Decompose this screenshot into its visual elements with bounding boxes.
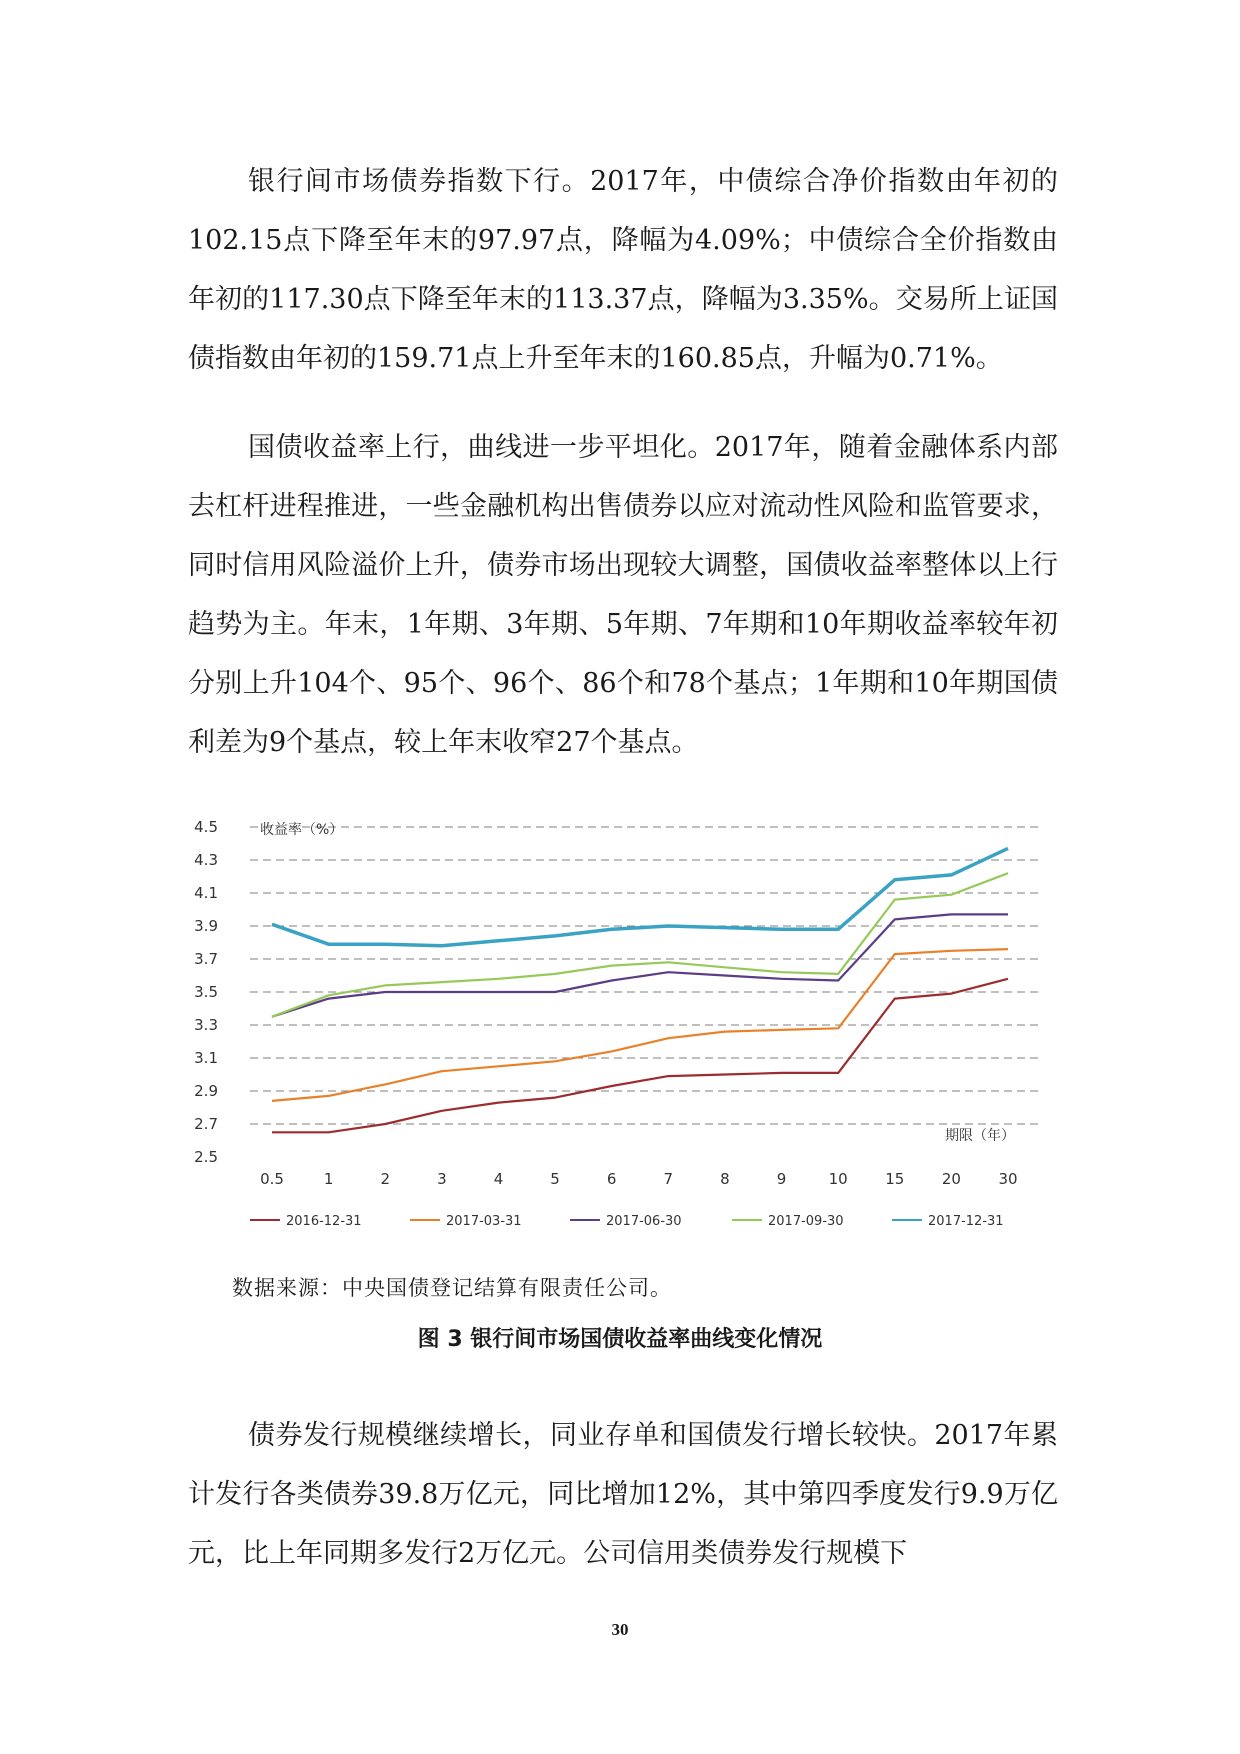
paragraph-text: 国债收益率上行，曲线进一步平坦化。2017年，随着金融体系内部去杠杆进程推进，一些金融机构出售债券以应对流动性风险和监管要求，同时信用风险溢价上升，债券市场出现较大调整，国债收益率整体以上行趋势为主。年末，1年期、3年期、5年期、7年期和10年期收益率较年初分别上升104个、95个、96个、86个和78个基点；1年期和10年期国债利差为9个基点，较上年末收窄27个基点。 bbox=[188, 432, 1058, 758]
series-line-2016-12-31 bbox=[272, 979, 1008, 1133]
y-tick-label: 2.7 bbox=[194, 1115, 218, 1133]
y-tick-label: 3.9 bbox=[194, 917, 218, 935]
legend-label: 2017-06-30 bbox=[606, 1214, 682, 1229]
x-tick-label: 10 bbox=[828, 1170, 848, 1188]
x-tick-label: 0.5 bbox=[260, 1170, 284, 1188]
x-tick-label: 9 bbox=[776, 1170, 787, 1188]
legend-item bbox=[732, 1214, 844, 1229]
series-line-2017-06-30 bbox=[272, 914, 1008, 1016]
x-tick-label: 6 bbox=[606, 1170, 617, 1188]
x-tick-label: 15 bbox=[885, 1170, 905, 1188]
paragraph-bond-issuance bbox=[188, 1406, 1058, 1583]
legend-item bbox=[570, 1214, 682, 1229]
chart-legend bbox=[250, 1214, 1004, 1229]
series-line-2017-12-31 bbox=[272, 848, 1008, 945]
series-lines bbox=[272, 848, 1008, 1132]
paragraph-text: 债券发行规模继续增长，同业存单和国债发行增长较快。2017年累计发行各类债券39.8万亿元，同比增加12%，其中第四季度发行9.9万亿元，比上年同期多发行2万亿元。公司信用类债券发行规模下 bbox=[188, 1420, 1058, 1569]
x-tick-label: 30 bbox=[998, 1170, 1018, 1188]
legend-label: 2017-12-31 bbox=[928, 1214, 1004, 1229]
x-tick-label: 2 bbox=[380, 1170, 391, 1188]
legend-label: 2017-03-31 bbox=[446, 1214, 522, 1229]
y-tick-label: 3.3 bbox=[194, 1016, 218, 1034]
paragraph-text: 银行间市场债券指数下行。2017年，中债综合净价指数由年初的102.15点下降至年末的97.97点，降幅为4.09%；中债综合全价指数由年初的117.30点下降至年末的113.37点，降幅为3.35%。交易所上证国债指数由年初的159.71点上升至年末的160.85点，升幅为0.71%。 bbox=[188, 166, 1058, 374]
legend-item bbox=[410, 1214, 522, 1229]
paragraph-bond-index bbox=[188, 152, 1058, 388]
legend-item bbox=[250, 1214, 362, 1229]
x-tick-label: 3 bbox=[437, 1170, 447, 1188]
legend-label: 2016-12-31 bbox=[286, 1214, 362, 1229]
legend-label: 2017-09-30 bbox=[768, 1214, 844, 1229]
y-tick-label: 3.1 bbox=[194, 1049, 218, 1067]
y-tick-label: 3.7 bbox=[194, 950, 218, 968]
x-tick-label: 7 bbox=[663, 1170, 674, 1188]
legend-item bbox=[892, 1214, 1004, 1229]
paragraph-treasury-yield bbox=[188, 418, 1058, 772]
y-tick-label: 2.9 bbox=[194, 1082, 218, 1100]
y-axis-ticks bbox=[194, 818, 218, 1166]
y-tick-label: 4.5 bbox=[194, 818, 218, 836]
y-tick-label: 4.3 bbox=[194, 851, 218, 869]
x-tick-label: 4 bbox=[493, 1170, 504, 1188]
x-tick-label: 8 bbox=[720, 1170, 730, 1188]
x-tick-label: 5 bbox=[550, 1170, 560, 1188]
x-tick-label: 20 bbox=[941, 1170, 961, 1188]
yield-curve-chart bbox=[190, 812, 1050, 1242]
y-tick-label: 4.1 bbox=[194, 884, 218, 902]
x-axis-ticks bbox=[260, 1170, 1017, 1188]
source-note: 数据来源：中央国债登记结算有限责任公司。 bbox=[232, 1276, 672, 1300]
x-axis-label: 期限（年） bbox=[945, 1128, 1015, 1144]
figure-caption: 图 3 银行间市场国债收益率曲线变化情况 bbox=[417, 1327, 823, 1352]
y-axis-label: 收益率（%） bbox=[260, 822, 344, 838]
y-tick-label: 2.5 bbox=[194, 1148, 218, 1166]
y-tick-label: 3.5 bbox=[194, 983, 218, 1001]
x-tick-label: 1 bbox=[323, 1170, 334, 1188]
page-number: 30 bbox=[611, 1620, 629, 1639]
